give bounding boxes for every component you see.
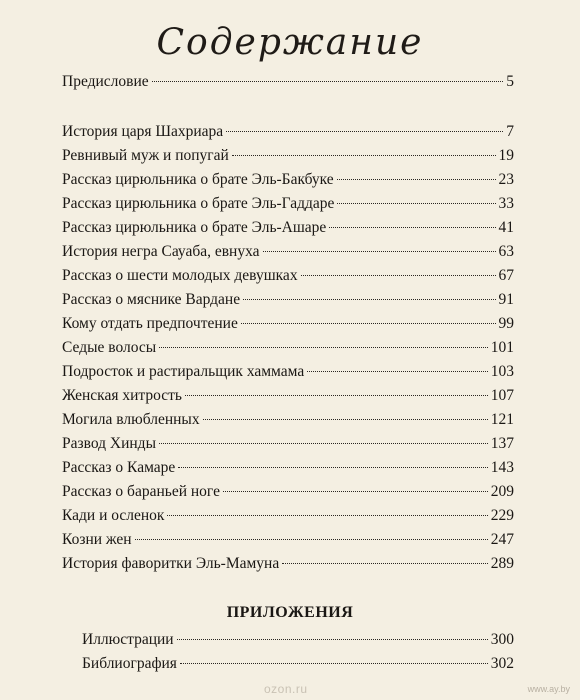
dot-leader (223, 491, 488, 492)
toc-entry-title: Кади и осленок (62, 507, 165, 524)
toc-entry-title: Рассказ цирюльника о брате Эль-Гаддаре (62, 195, 335, 212)
toc-row (62, 170, 514, 190)
toc-row (62, 506, 514, 526)
dot-leader (185, 395, 488, 396)
dot-leader (241, 323, 496, 324)
toc-entry-title: Козни жен (62, 531, 132, 548)
toc-row (62, 314, 514, 334)
toc-row (62, 146, 514, 166)
page-title: Содержание (156, 22, 424, 63)
toc-entry-page: 107 (490, 387, 514, 404)
toc-entry-page: 23 (498, 171, 514, 188)
toc-entry-title: История негра Сауаба, евнуха (62, 243, 260, 260)
toc-row (62, 410, 514, 430)
toc-entry-page: 121 (490, 411, 514, 428)
toc-row (62, 554, 514, 574)
toc-row-preface (62, 72, 514, 92)
toc-entry-title: Рассказ цирюльника о брате Эль-Бакбуке (62, 171, 334, 188)
dot-leader (167, 515, 487, 516)
toc-entry-page: 7 (506, 123, 514, 140)
toc-entry-title: Кому отдать предпочтение (62, 315, 238, 332)
toc-entry-page: 101 (490, 339, 514, 356)
toc-row (62, 530, 514, 550)
dot-leader (282, 563, 488, 564)
toc-row (62, 122, 514, 142)
dot-leader (226, 131, 503, 132)
toc-entry-page: 103 (490, 363, 514, 380)
toc-entry-title: История царя Шахриара (62, 123, 224, 140)
dot-leader (301, 275, 496, 276)
dot-leader (180, 663, 488, 664)
appendix-row (82, 654, 514, 674)
toc-entry-page: 143 (490, 459, 514, 476)
dot-leader (263, 251, 496, 252)
toc-row (62, 218, 514, 238)
toc-entry-page: 63 (498, 243, 514, 260)
toc-entry-title: Могила влюбленных (62, 411, 200, 428)
toc-entry-title: Рассказ о Камаре (62, 459, 176, 476)
toc-entry-page: 19 (498, 147, 514, 164)
toc-row (62, 242, 514, 262)
toc-entry-title: Иллюстрации (82, 631, 174, 648)
dot-leader (337, 179, 496, 180)
toc-entry-page: 33 (498, 195, 514, 212)
dot-leader (178, 467, 487, 468)
toc-entry-page: 5 (506, 73, 514, 90)
toc-entry-page: 91 (498, 291, 514, 308)
appendix-row (82, 630, 514, 650)
dot-leader (135, 539, 488, 540)
dot-leader (329, 227, 495, 228)
toc-entry-page: 302 (490, 655, 514, 672)
toc-entry-title: Женская хитрость (62, 387, 182, 404)
toc-entry-title: Библиография (82, 655, 177, 672)
toc-row (62, 482, 514, 502)
dot-leader (152, 81, 504, 82)
dot-leader (243, 299, 495, 300)
toc-entry-title: История фаворитки Эль-Мамуна (62, 555, 280, 572)
toc-row (62, 338, 514, 358)
dot-leader (203, 419, 488, 420)
toc-entry-page: 41 (498, 219, 514, 236)
toc-entry-page: 247 (490, 531, 514, 548)
toc-row (62, 362, 514, 382)
dot-leader (159, 443, 488, 444)
toc-entry-title: Подросток и растиральщик хаммама (62, 363, 305, 380)
watermark-site: www.ay.by (527, 684, 570, 694)
toc-row (62, 434, 514, 454)
toc-entry-page: 67 (498, 267, 514, 284)
toc-row (62, 266, 514, 286)
appendix-heading: ПРИЛОЖЕНИЯ (226, 604, 354, 621)
dot-leader (177, 639, 488, 640)
toc-row (62, 458, 514, 478)
toc-entry-page: 300 (490, 631, 514, 648)
toc-entry-title: Рассказ о бараньей ноге (62, 483, 220, 500)
toc-entry-page: 99 (498, 315, 514, 332)
toc-entry-title: Развод Хинды (62, 435, 156, 452)
toc-row (62, 290, 514, 310)
toc-entry-page: 229 (490, 507, 514, 524)
toc-entry-page: 137 (490, 435, 514, 452)
toc-entry-title: Предисловие (62, 73, 149, 90)
toc-entry-title: Ревнивый муж и попугай (62, 147, 229, 164)
toc-row (62, 386, 514, 406)
toc-entry-title: Рассказ о мяснике Вардане (62, 291, 241, 308)
toc-entry-title: Рассказ цирюльника о брате Эль-Ашаре (62, 219, 327, 236)
toc-entry-title: Седые волосы (62, 339, 157, 356)
toc-entry-page: 209 (490, 483, 514, 500)
dot-leader (232, 155, 496, 156)
toc-entry-title: Рассказ о шести молодых девушках (62, 267, 298, 284)
dot-leader (337, 203, 495, 204)
toc-entry-page: 289 (490, 555, 514, 572)
watermark-ozon: ozon.ru (264, 682, 308, 696)
dot-leader (307, 371, 488, 372)
dot-leader (159, 347, 488, 348)
toc-row (62, 194, 514, 214)
